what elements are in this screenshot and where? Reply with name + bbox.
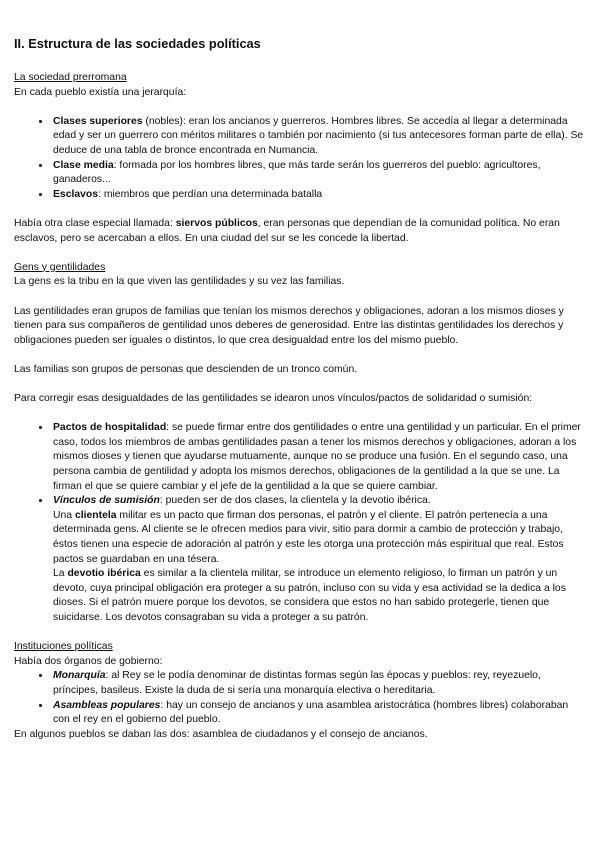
- term: Monarquía: [53, 670, 106, 682]
- list-item: • Vínculos de sumisión: pueden ser de dos clases, la clientela y la devotio ibérica. Una clientela militar es un pacto que firman dos personas, el patrón y el cliente. El patrón pertenecía a una determinada gens. Al cliente se le ofrecen medios para vivir, sitio para dormir a cambio de protección y trabajo, éstos tienen una especie de adoración al patrón y este les otorga una protección más espiritual que real. Estos pactos se guardaban en una tésera. La devotio ibérica es similar a la clientela militar, se introduce un elemento religioso, lo firman un patrón y un devoto, cuya principal obligación era proteger a su patrón, incluso con su vida y esa actividad se la dedica a los dioses. Si el patrón muere porque los devotos, se considera que estos no han sabido protegerle, tienen que suicidarse. Los devotos consagraban su vida a proteger a su patrón.: [51, 494, 586, 625]
- paragraph: La gens es la tribu en la que viven las gentilidades y su vez las familias.: [14, 276, 345, 288]
- section-heading-gens: Gens y gentilidades: [14, 261, 106, 273]
- hierarchy-list: [14, 115, 586, 203]
- term: devotio ibérica: [67, 568, 141, 580]
- institutions-list: [14, 669, 586, 727]
- paragraph: Había dos órganos de gobierno:: [14, 655, 163, 667]
- paragraph: En cada pueblo existía una jerarquía:: [14, 86, 187, 98]
- list-item: • Monarquía: al Rey se le podía denominar de distintas formas según las épocas y pueblos: rey, reyezuelo, príncipes, basileus. Existe la duda de si sería una monarquía electiva o hereditaria.: [51, 669, 586, 698]
- term: Asambleas populares: [53, 699, 161, 711]
- list-item: • Esclavos: miembros que perdían una determinada batalla: [51, 188, 586, 203]
- list-item: • Pactos de hospitalidad: se puede firmar entre dos gentilidades o entre una gentilidad y un particular. En el primer caso, todos los miembros de ambas gentilidades pasan a tener los mismos derechos y obligaciones, adoran a los mismos dioses y tienen que ayudarse mutuamente, aunque no se produce una fusión. En el segundo caso, una persona cambia de gentilidad y adopta los mismos derechos, obligaciones de la gentilidad a la que se une. La firman el que se quiere cambiar y el jefe de la gentilidad a la que se quiere cambiar.: [51, 421, 586, 494]
- term: clientela: [74, 509, 117, 521]
- paragraph: Las familias son grupos de personas que descienden de un tronco común.: [14, 363, 358, 375]
- list-item: • Asambleas populares: hay un consejo de ancianos y una asamblea aristocrática (hombres libres) colaboraban con el rey en el gobierno del pueblo.: [51, 699, 586, 728]
- paragraph: Las gentilidades eran grupos de familias que tenían los mismos derechos y obligaciones, adoran a los mismos dioses y tienen para sus compañeros de gentilidad unos deberes de generosidad. Entre las distintas gentilidades los derechos y obligaciones pueden ser iguales o distintos, lo que crea desigualdad entre los del mismo pueblo.: [14, 305, 564, 346]
- term: Clase media: [53, 159, 114, 171]
- page-title: II. Estructura de las sociedades políticas: [14, 36, 261, 51]
- paragraph: En algunos pueblos se daban las dos: asamblea de ciudadanos y el consejo de ancianos.: [14, 728, 428, 740]
- pacts-list: [14, 421, 586, 625]
- term: siervos públicos: [175, 217, 258, 229]
- paragraph: Para corregir esas desigualdades de las gentilidades se idearon unos vínculos/pactos de solidaridad o sumisión:: [14, 393, 533, 405]
- term: Clases superiores: [53, 115, 143, 127]
- list-item: • Clase media: formada por los hombres libres, que más tarde serán los guerreros del pueblo: agricultores, ganaderos...: [51, 159, 586, 188]
- list-item: • Clases superiores (nobles): eran los ancianos y guerreros. Hombres libres. Se accedía al llegar a determinada edad y ser un guerrero con méritos militares o también por nacimiento (si tus antecesores forman parte de ella). Se deduce de una tabla de bronce encontrada en Numancia.: [51, 115, 586, 159]
- term: Esclavos: [53, 188, 99, 200]
- term: Pactos de hospitalidad: [53, 422, 167, 434]
- section-heading-sociedad-prerromana: La sociedad prerromana: [14, 72, 127, 83]
- paragraph: Había otra clase especial llamada: siervos públicos, eran personas que dependían de la comunidad política. No eran esclavos, pero se acercaban a ellos. En una ciudad del sur se les concede la libertad.: [14, 217, 560, 244]
- term: Vínculos de sumisión: [53, 495, 160, 507]
- section-heading-instituciones: Instituciones políticas: [14, 641, 113, 653]
